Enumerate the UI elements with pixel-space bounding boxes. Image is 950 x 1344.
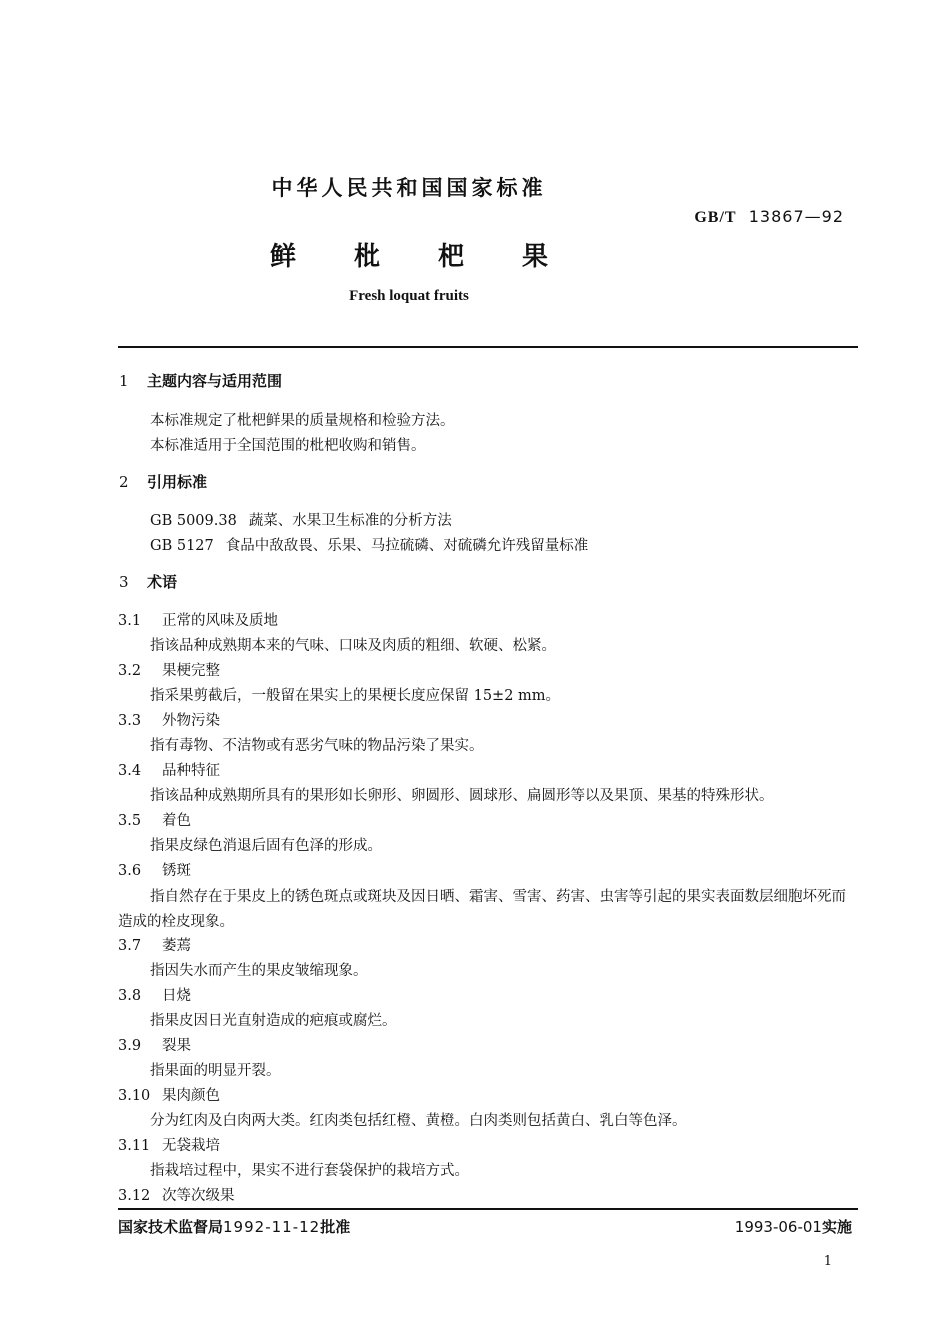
reference-code: GB 5009.38	[150, 513, 237, 529]
english-title: Fresh loquat fruits	[349, 288, 469, 304]
implementation-date: 1993-06-01	[734, 1218, 822, 1236]
header-divider	[118, 346, 858, 348]
term-name: 萎蔫	[162, 938, 191, 954]
standard-number	[694, 207, 844, 227]
section-title: 引用标准	[147, 473, 208, 491]
term-definition: 指自然存在于果皮上的锈色斑点或斑块及因日晒、霜害、雪害、药害、虫害等引起的果实表面数层细胞坏死而造成的栓皮现象。	[118, 889, 846, 930]
reference-item	[150, 534, 588, 555]
term-name: 裂果	[162, 1038, 191, 1054]
approve-date: 1992-11-12	[223, 1218, 321, 1236]
term-number: 3.3	[118, 713, 142, 729]
term-heading	[118, 1184, 235, 1205]
term-definition: 指采果剪截后，一般留在果实上的果梗长度应保留 15±2 mm。	[150, 688, 561, 704]
implementation-info	[735, 1216, 852, 1237]
term-heading	[118, 1134, 220, 1155]
reference-title: 蔬菜、水果卫生标准的分析方法	[248, 513, 452, 529]
term-name: 次等次级果	[162, 1188, 235, 1204]
term-name: 品种特征	[162, 763, 220, 779]
implementation-label: 实施	[821, 1218, 852, 1236]
term-definition: 指果皮因日光直射造成的疤痕或腐烂。	[150, 1013, 397, 1029]
term-heading	[118, 984, 191, 1005]
section-3-heading	[119, 571, 177, 592]
term-heading	[118, 1034, 191, 1055]
reference-code: GB 5127	[150, 538, 214, 554]
term-heading	[118, 609, 278, 630]
term-heading	[118, 859, 191, 880]
term-name: 外物污染	[162, 713, 220, 729]
reference-title: 食品中敌敌畏、乐果、马拉硫磷、对硫磷允许残留量标准	[225, 538, 589, 554]
approver: 国家技术监督局	[118, 1218, 224, 1236]
term-name: 果肉颜色	[162, 1088, 220, 1104]
standard-prefix: GB/T	[694, 209, 737, 226]
term-name: 日烧	[162, 988, 191, 1004]
term-heading	[118, 1084, 220, 1105]
term-definition: 指果面的明显开裂。	[150, 1063, 281, 1079]
term-heading	[118, 709, 220, 730]
term-number: 3.1	[118, 613, 142, 629]
section-number: 2	[119, 473, 129, 491]
national-standard-heading: 中华人民共和国国家标准	[271, 176, 547, 200]
section-number: 3	[119, 573, 129, 591]
section-number: 1	[119, 372, 129, 390]
term-definition: 分为红肉及白肉两大类。红肉类包括红橙、黄橙。白肉类则包括黄白、乳白等色泽。	[150, 1113, 687, 1129]
term-name: 果梗完整	[162, 663, 220, 679]
footer-divider	[118, 1208, 858, 1210]
approve-label: 批准	[320, 1218, 351, 1236]
term-number: 3.8	[118, 988, 142, 1004]
approval-info	[118, 1216, 350, 1237]
page-number: 1	[823, 1254, 832, 1269]
section-1-heading	[119, 370, 282, 391]
term-definition: 指该品种成熟期所具有的果形如长卵形、卵圆形、圆球形、扁圆形等以及果顶、果基的特殊形状。	[150, 788, 774, 804]
term-heading	[118, 759, 220, 780]
document-title	[0, 236, 818, 273]
term-number: 3.9	[118, 1038, 142, 1054]
term-definition: 指果皮绿色消退后固有色泽的形成。	[150, 838, 382, 854]
term-number: 3.7	[118, 938, 142, 954]
term-name: 着色	[162, 813, 191, 829]
term-definition: 指因失水而产生的果皮皱缩现象。	[150, 963, 368, 979]
term-number: 3.12	[118, 1188, 151, 1204]
term-name: 无袋栽培	[162, 1138, 220, 1154]
section-title: 术语	[147, 573, 178, 591]
term-number: 3.2	[118, 663, 142, 679]
title-char: 杷	[438, 242, 523, 272]
term-number: 3.4	[118, 763, 142, 779]
term-heading	[118, 809, 191, 830]
title-char: 鲜	[269, 242, 354, 272]
term-number: 3.10	[118, 1088, 151, 1104]
reference-item	[150, 509, 452, 530]
term-name: 正常的风味及质地	[162, 613, 278, 629]
term-definition: 指栽培过程中，果实不进行套袋保护的栽培方式。	[150, 1163, 469, 1179]
title-char: 果	[522, 242, 607, 272]
term-number: 3.5	[118, 813, 142, 829]
section-2-heading	[119, 471, 207, 492]
title-char: 枇	[353, 242, 438, 272]
term-number: 3.6	[118, 863, 142, 879]
section-1-para: 本标准规定了枇杷鲜果的质量规格和检验方法。	[150, 413, 455, 429]
section-1-para: 本标准适用于全国范围的枇杷收购和销售。	[150, 438, 426, 454]
term-heading	[118, 934, 191, 955]
term-definition: 指该品种成熟期本来的气味、口味及肉质的粗细、软硬、松紧。	[150, 638, 556, 654]
term-heading	[118, 659, 220, 680]
term-name: 锈斑	[162, 863, 191, 879]
standard-code: 13867—92	[748, 207, 844, 226]
term-number: 3.11	[118, 1138, 151, 1154]
term-definition: 指有毒物、不洁物或有恶劣气味的物品污染了果实。	[150, 738, 484, 754]
section-title: 主题内容与适用范围	[147, 372, 283, 390]
